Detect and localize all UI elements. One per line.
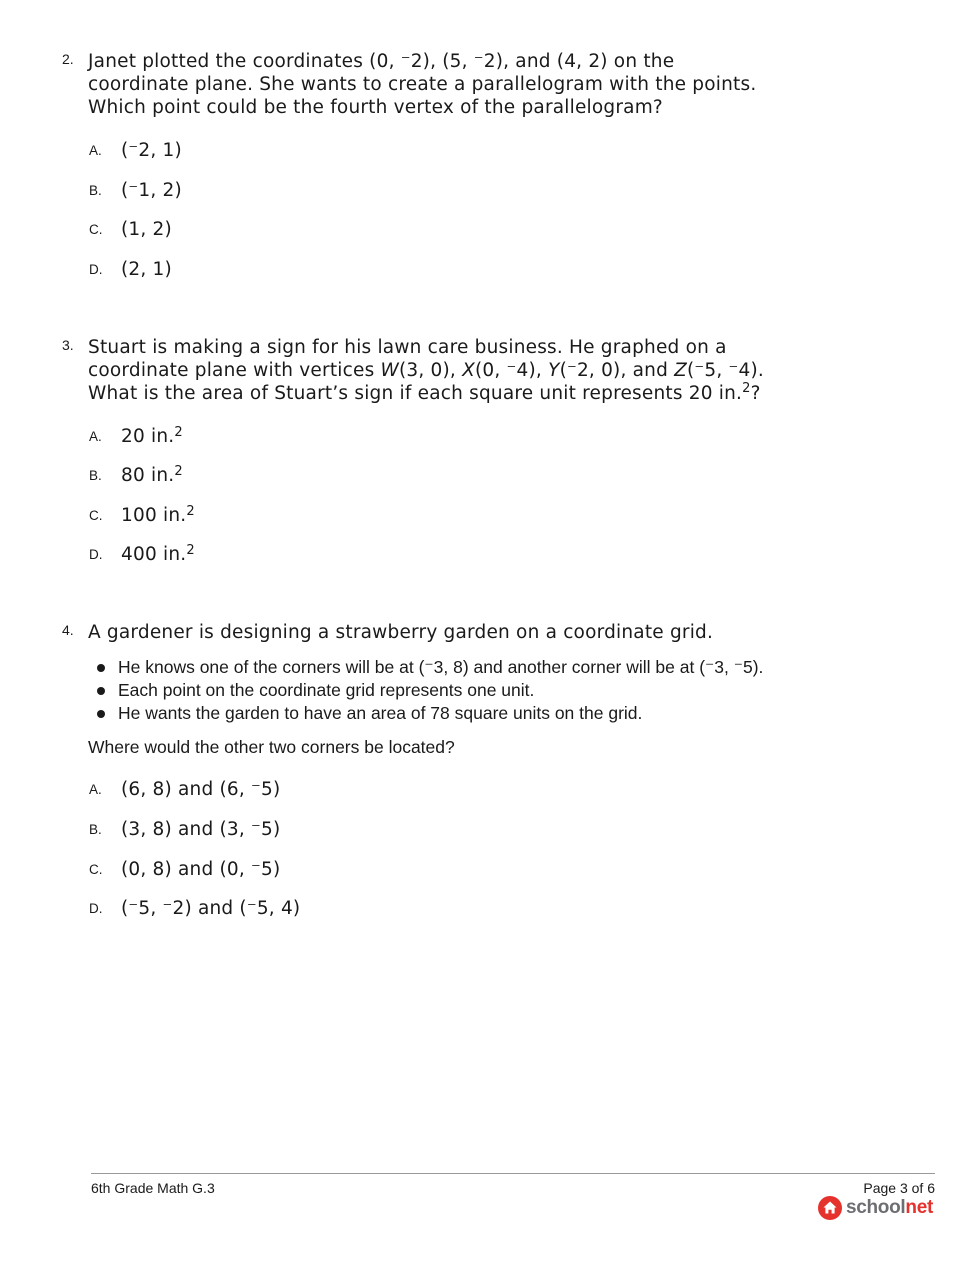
option-text: (⁻1, 2) <box>121 180 182 201</box>
stem-line: Which point could be the fourth vertex of the parallelogram? <box>88 97 663 118</box>
option-letter: A. <box>89 782 102 797</box>
stem-line: coordinate plane with vertices W(3, 0), X(0, ⁻4), Y(⁻2, 0), and Z(⁻5, ⁻4). <box>88 360 764 381</box>
footer-course-title: 6th Grade Math G.3 <box>91 1180 215 1196</box>
bullet-dot <box>97 687 105 695</box>
option-text: 20 in.$^2$ <box>121 425 183 447</box>
question-stem <box>88 336 848 405</box>
option-letter: A. <box>89 143 102 158</box>
bullet-dot <box>97 664 105 672</box>
stem-line: coordinate plane. She wants to create a parallelogram with the points. <box>88 74 757 95</box>
option-text: (6, 8) and (6, ⁻5) <box>121 779 281 800</box>
vertex-w-label: W <box>380 360 399 381</box>
option-text: 80 in.$^2$ <box>121 464 183 486</box>
stem-line: What is the area of Stuart’s sign if each square unit represents 20 in.$^2$? <box>88 381 761 404</box>
question-4 <box>62 621 922 931</box>
option-letter: D. <box>89 901 103 916</box>
option-text: 400 in.$^2$ <box>121 543 195 565</box>
question-number: 4. <box>62 622 74 638</box>
question-stem: A gardener is designing a strawberry garden on a coordinate grid. <box>88 622 714 643</box>
option-text: (⁻5, ⁻2) and (⁻5, 4) <box>121 898 301 919</box>
footer-divider <box>91 1173 935 1174</box>
footer-page-number: Page 3 of 6 <box>863 1180 935 1196</box>
question-number: 3. <box>62 337 74 353</box>
option-text: 100 in.$^2$ <box>121 504 195 526</box>
option-letter: D. <box>89 262 103 277</box>
vertex-z-label: Z <box>674 360 688 381</box>
option-letter: C. <box>89 222 103 237</box>
option-letter: D. <box>89 547 103 562</box>
option-text: (⁻2, 1) <box>121 140 182 161</box>
option-text: (0, 8) and (0, ⁻5) <box>121 859 281 880</box>
vertex-x-label: X <box>462 360 475 381</box>
option-text: (3, 8) and (3, ⁻5) <box>121 819 281 840</box>
stem-line: Stuart is making a sign for his lawn care business. He graphed on a <box>88 337 727 358</box>
vertex-y-label: Y <box>548 360 560 381</box>
question-number: 2. <box>62 51 74 67</box>
option-letter: C. <box>89 862 103 877</box>
stem-line: Janet plotted the coordinates (0, ⁻2), (5, ⁻2), and (4, 2) on the <box>88 51 675 72</box>
house-icon <box>818 1196 842 1220</box>
bullet-text: Each point on the coordinate grid represents one unit. <box>118 680 535 700</box>
question-2 <box>62 50 922 290</box>
option-letter: A. <box>89 429 102 444</box>
option-letter: B. <box>89 183 102 198</box>
bullet-dot <box>97 710 105 718</box>
option-letter: B. <box>89 468 102 483</box>
option-text: (1, 2) <box>121 219 172 240</box>
bullet-text: He knows one of the corners will be at (⁻3, 8) and another corner will be at (⁻3, ⁻5). <box>118 657 764 677</box>
option-letter: C. <box>89 508 103 523</box>
question-stem <box>88 50 818 119</box>
bullet-text: He wants the garden to have an area of 78 square units on the grid. <box>118 703 643 723</box>
logo-wordmark: schoolnet <box>845 1197 933 1218</box>
option-letter: B. <box>89 822 102 837</box>
schoolnet-logo <box>818 1196 933 1220</box>
option-text: (2, 1) <box>121 259 172 280</box>
question-3 <box>62 336 922 576</box>
question-prompt: Where would the other two corners be located? <box>88 737 455 757</box>
